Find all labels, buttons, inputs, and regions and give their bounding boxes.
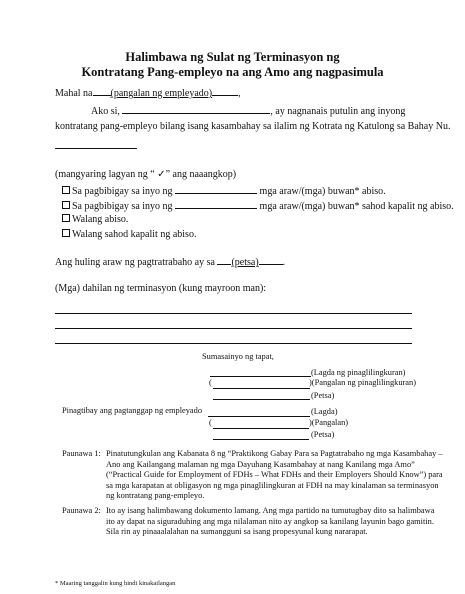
closing-text: Sumasainyo ng tapat, — [202, 352, 274, 361]
option-text: Sa pagbibigay sa inyo ng — [72, 186, 173, 197]
intro-start: Ako si, — [91, 106, 120, 117]
option-text: Sa pagbibigay sa inyo ng — [72, 201, 173, 212]
employer-signature-label: (Lagda ng pinaglilingkuran) — [311, 368, 406, 377]
note-line: Pinatutungkulan ang Kabanata 8 ng “Praktikong Gabay Para sa Pagtatrabaho ng mga Kasambahay – — [106, 449, 443, 458]
note-1-body — [106, 449, 443, 502]
contract-number-blank — [55, 148, 137, 149]
note-line: Sila rin ay pinaaalalahan na sumangguni sa isang propesyunal kung nararapat. — [106, 527, 368, 536]
option-text-b: mga araw/(mga) buwan* sahod kapalit ng abiso. — [259, 201, 454, 212]
option-text-b: mga araw/(mga) buwan* abiso. — [259, 186, 386, 197]
salutation-comma: , — [238, 88, 241, 99]
employee-signature-line — [208, 416, 310, 417]
option-text: Walang sahod kapalit ng abiso. — [72, 229, 197, 240]
note-2-body — [106, 506, 434, 538]
last-day-hint: (petsa) — [231, 257, 259, 268]
days-blank — [175, 199, 257, 209]
note-line: Ito ay isang halimbawang dokumento lamang. Ang mga partido na tumutugbay dito sa halimbawa — [106, 506, 435, 515]
reason-line — [55, 313, 412, 314]
reasons-label: (Mga) dahilan ng terminasyon (kung mayroon man): — [55, 283, 267, 294]
employer-signature-line — [210, 376, 311, 377]
checkbox[interactable] — [62, 229, 70, 237]
option-text: Walang abiso. — [72, 214, 129, 225]
checkbox[interactable] — [62, 186, 70, 194]
employee-date-line — [213, 439, 309, 440]
reason-line — [55, 328, 412, 329]
employee-date-label: (Petsa) — [311, 430, 335, 439]
last-day-period: . — [282, 257, 286, 268]
option-notice-days — [62, 184, 386, 198]
date-blank — [217, 255, 231, 265]
intro-line-1 — [91, 104, 405, 118]
name-blank — [93, 86, 111, 96]
document-title-line-2: Kontratang Pang-empleyo na ang Amo ang nagpasimula — [81, 65, 384, 79]
note-line: (“Practical Guide for Employment of FDHs – What FDHs and their Employers Should Know”) para — [106, 470, 443, 479]
days-blank — [175, 184, 257, 194]
option-no-notice — [62, 214, 128, 226]
footnote: * Maaring tanggalin kung hindi kinakailangan — [55, 580, 176, 587]
reason-line — [55, 343, 412, 344]
salutation-prefix: Mahal na — [55, 88, 93, 99]
salutation — [55, 86, 241, 100]
paren-open: ( — [209, 378, 212, 387]
note-1-label: Paunawa 1: — [62, 449, 101, 458]
employer-name-blank — [122, 104, 270, 114]
paren-open: ( — [209, 418, 212, 427]
option-payment-in-lieu — [62, 199, 454, 213]
employee-signature-label: (Lagda) — [311, 407, 338, 416]
employer-name-label: )(Pangalan ng pinaglilingkuran) — [309, 378, 416, 387]
name-blank-tail — [212, 86, 238, 96]
note-line: sa mga karapatan at obligasyon ng mga pinaglilingkuran at FDH na may kinalaman sa terminasyon — [106, 480, 439, 490]
employer-date-line — [213, 399, 310, 400]
note-2-label: Paunawa 2: — [62, 506, 101, 515]
employee-name-line — [213, 428, 309, 429]
option-no-payment — [62, 229, 196, 241]
instruction-text: (mangyaring lagyan ng “ ✓” ang naaangkop) — [55, 169, 237, 180]
intro-end: , ay nagnanais putulin ang inyong — [270, 106, 406, 117]
note-line: ng kontratang pang-empleyo. — [106, 491, 205, 500]
employee-name-label: )(Pangalan) — [309, 418, 349, 427]
intro-line-2: kontratang pang-empleyo bilang isang kasambahay sa ilalim ng Kotrata ng Katulong sa Bahay Nu. — [55, 121, 451, 132]
checkbox[interactable] — [62, 214, 70, 222]
document-title-line-1: Halimbawa ng Sulat ng Terminasyon ng — [125, 50, 340, 64]
salutation-hint: (pangalan ng empleyado) — [110, 88, 213, 99]
receipt-label: Pinagtibay ang pagtanggap ng empleyado — [62, 406, 203, 415]
note-line: Ano ang Kailangang malaman ng mga Dayuhang Kasambahay at nang Kanilang mga Amo” — [106, 459, 415, 469]
employer-date-label: (Petsa) — [311, 391, 335, 400]
checkbox[interactable] — [62, 201, 70, 209]
last-day-label: Ang huling araw ng pagtratrabaho ay sa — [55, 257, 215, 268]
date-blank-tail — [259, 255, 283, 265]
employer-name-line — [213, 388, 310, 389]
note-line: ito ay dapat na siguraduhing ang mga nilalaman nito ay angkop sa kanilang layunin bago gamitin. — [106, 516, 434, 526]
last-working-day — [55, 255, 285, 269]
